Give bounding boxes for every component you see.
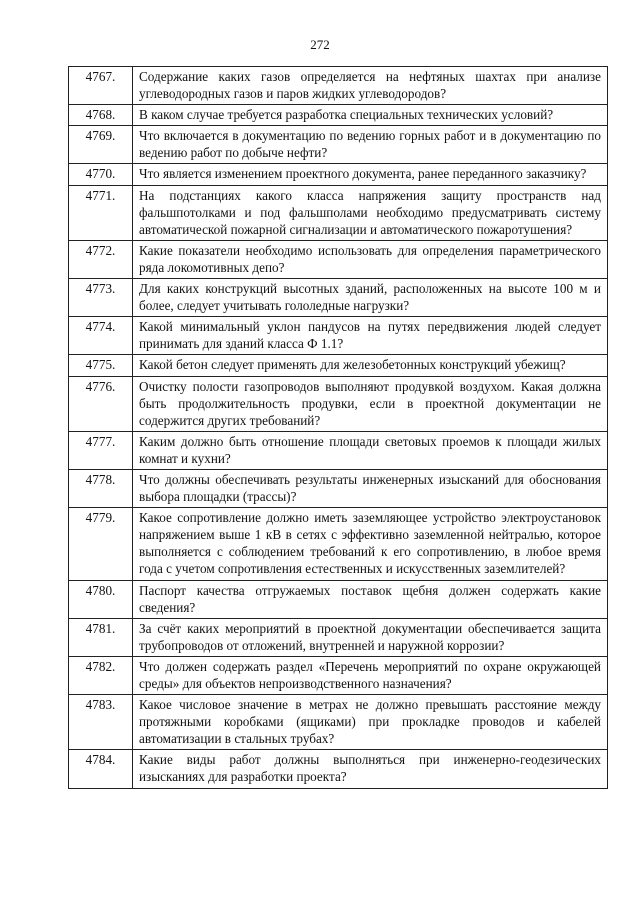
question-number: 4776.	[69, 376, 133, 431]
question-number: 4783.	[69, 695, 133, 750]
question-number: 4784.	[69, 750, 133, 788]
question-number: 4775.	[69, 355, 133, 376]
table-row	[69, 656, 608, 694]
question-text: Что включается в документацию по ведению горных работ и в документацию по ведению работ по добыче нефти?	[133, 126, 608, 164]
table-row	[69, 355, 608, 376]
page-number: 272	[310, 37, 330, 52]
question-text: Какой минимальный уклон пандусов на путях передвижения людей следует принимать для зданий класса Ф 1.1?	[133, 317, 608, 355]
table-row	[69, 695, 608, 750]
question-number: 4779.	[69, 508, 133, 580]
question-text: Паспорт качества отгружаемых поставок щебня должен содержать какие сведения?	[133, 580, 608, 618]
questions-table	[68, 66, 608, 789]
table-row	[69, 185, 608, 240]
question-number: 4781.	[69, 618, 133, 656]
question-number: 4778.	[69, 469, 133, 507]
table-row	[69, 105, 608, 126]
question-text: Что должны обеспечивать результаты инженерных изысканий для обоснования выбора площадки (трассы)?	[133, 469, 608, 507]
table-row	[69, 469, 608, 507]
table-row	[69, 618, 608, 656]
question-number: 4771.	[69, 185, 133, 240]
question-text: Что должен содержать раздел «Перечень мероприятий по охране окружающей среды» для объектов непроизводственного назначения?	[133, 656, 608, 694]
question-number: 4767.	[69, 67, 133, 105]
question-text: Что является изменением проектного документа, ранее переданного заказчику?	[133, 164, 608, 185]
question-number: 4777.	[69, 431, 133, 469]
question-text: Какой бетон следует применять для железобетонных конструкций убежищ?	[133, 355, 608, 376]
table-row	[69, 431, 608, 469]
question-text: Очистку полости газопроводов выполняют продувкой воздухом. Какая должна быть продолжительность продувки, если в проектной документации не содержится других требований?	[133, 376, 608, 431]
question-text: В каком случае требуется разработка специальных технических условий?	[133, 105, 608, 126]
question-text: Содержание каких газов определяется на нефтяных шахтах при анализе углеводородных газов и паров жидких углеводородов?	[133, 67, 608, 105]
table-row	[69, 240, 608, 278]
question-number: 4770.	[69, 164, 133, 185]
question-text: За счёт каких мероприятий в проектной документации обеспечивается защита трубопроводов от отложений, внутренней и наружной коррозии?	[133, 618, 608, 656]
table-row	[69, 508, 608, 580]
question-number: 4769.	[69, 126, 133, 164]
table-row	[69, 279, 608, 317]
question-text: Каким должно быть отношение площади световых проемов к площади жилых комнат и кухни?	[133, 431, 608, 469]
question-number: 4782.	[69, 656, 133, 694]
question-text: Какие виды работ должны выполняться при инженерно-геодезических изысканиях для разработки проекта?	[133, 750, 608, 788]
question-number: 4774.	[69, 317, 133, 355]
table-row	[69, 580, 608, 618]
question-text: Какие показатели необходимо использовать для определения параметрического ряда локомотивных депо?	[133, 240, 608, 278]
question-text: Какое сопротивление должно иметь заземляющее устройство электроустановок напряжением выше 1 кВ в сетях с эффективно заземленной нейтралью, которое выполняется с соблюдением требований к его сопротивлению, в любое время года с учетом сопротивления естественных и искусственных заземлителей?	[133, 508, 608, 580]
table-row	[69, 164, 608, 185]
table-row	[69, 317, 608, 355]
table-row	[69, 750, 608, 788]
table-row	[69, 126, 608, 164]
table-row	[69, 67, 608, 105]
question-number: 4772.	[69, 240, 133, 278]
question-text: Для каких конструкций высотных зданий, расположенных на высоте 100 м и более, следует учитывать гололедные нагрузки?	[133, 279, 608, 317]
question-number: 4768.	[69, 105, 133, 126]
table-row	[69, 376, 608, 431]
question-number: 4773.	[69, 279, 133, 317]
question-number: 4780.	[69, 580, 133, 618]
question-text: На подстанциях какого класса напряжения защиту пространств над фальшпотолками и под фальшполами необходимо предусматривать систему автоматической пожарной сигнализации и автоматического пожаротушения?	[133, 185, 608, 240]
question-text: Какое числовое значение в метрах не должно превышать расстояние между протяжными коробками (ящиками) при прокладке проводов и кабелей автоматизации в стальных трубах?	[133, 695, 608, 750]
